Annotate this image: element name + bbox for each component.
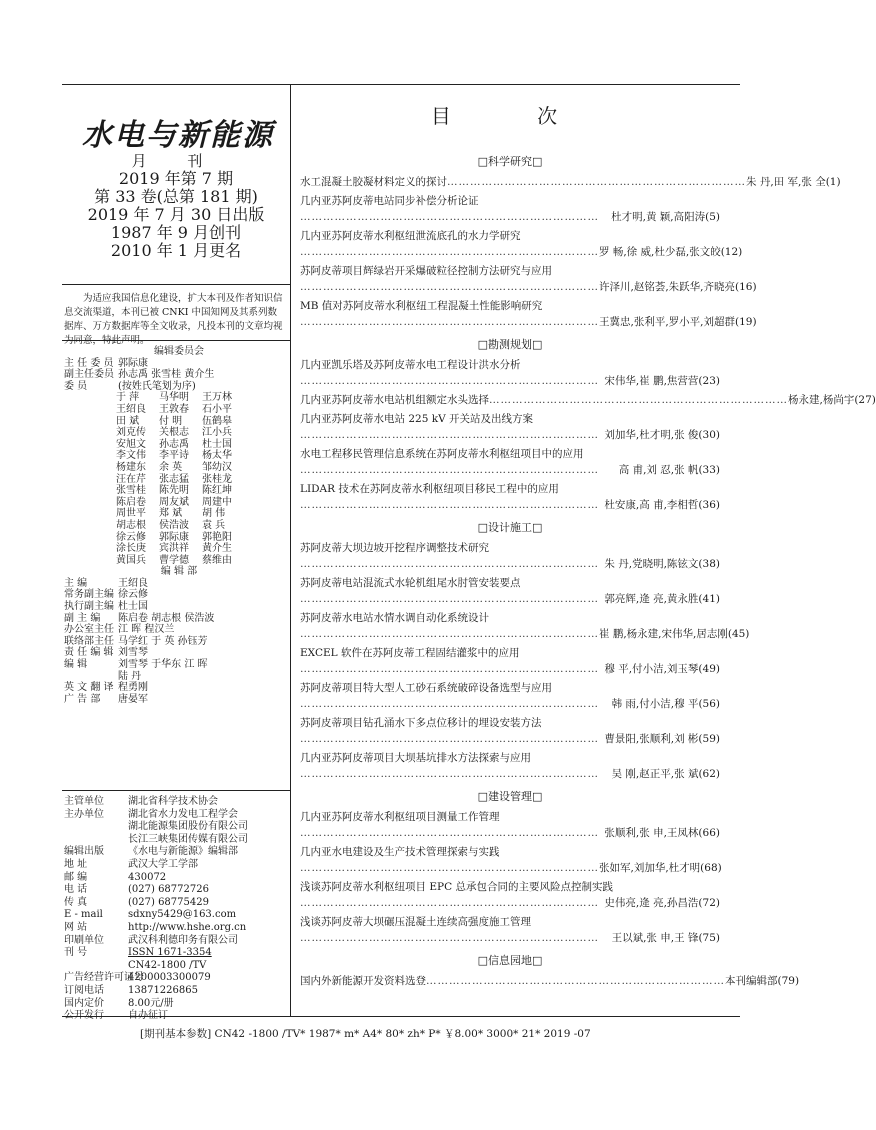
- committee-member: 陈启卷: [116, 496, 146, 508]
- committee-member-row: [64, 404, 294, 416]
- committee-member: 杜士国: [202, 438, 232, 450]
- publisher-role: [64, 834, 128, 847]
- toc-entry[interactable]: [300, 879, 720, 911]
- toc-leader: ……………………………………………………………………: [447, 176, 746, 188]
- committee-names: 郭际康: [118, 357, 148, 369]
- toc-entry-title: 几内亚水电建设及生产技术管理探索与实践: [300, 846, 500, 858]
- publisher-row: [64, 859, 294, 872]
- publisher-value: 湖北省科学技术协会: [128, 796, 218, 807]
- editorial-names: 程勇刚: [118, 682, 148, 694]
- committee-member-row: [64, 508, 294, 520]
- issue-line: 2019 年第 7 期: [118, 169, 234, 188]
- publisher-role: [64, 821, 128, 834]
- publisher-row: [64, 909, 294, 922]
- publisher-row: [64, 821, 294, 834]
- editorial-role: [64, 671, 118, 683]
- editorial-names: 徐云修: [118, 589, 148, 601]
- toc-entry-authors: 王以斌,张 申,王 锋(75): [611, 932, 720, 944]
- committee-role: 副主任委员: [64, 369, 114, 381]
- publisher-top-rule: [62, 790, 290, 791]
- publisher-role: 订阅电话: [64, 984, 104, 996]
- editorial-committee: [64, 346, 294, 705]
- committee-member-row: [64, 497, 294, 509]
- toc-leader: ……………………………………………………………………: [300, 733, 599, 745]
- editorial-role: 广 告 部: [64, 693, 101, 705]
- toc-entry-line: [300, 973, 800, 989]
- toc-section-heading: □设计施工□: [477, 521, 543, 534]
- toc-entry[interactable]: [300, 844, 720, 876]
- committee-member: 邹幼汉: [202, 461, 232, 473]
- toc-entry[interactable]: [300, 298, 757, 330]
- committee-member: 黄国兵: [116, 554, 146, 566]
- toc-section-heading: □建设管理□: [477, 790, 543, 803]
- committee-member-row: [64, 392, 294, 404]
- editorial-role: 编 辑: [64, 659, 88, 671]
- toc-entry-authors: 宋伟华,崔 鹏,焦营营(23): [604, 375, 720, 387]
- toc-entry-title: 几内亚凯乐塔及苏阿皮蒂水电工程设计洪水分析: [300, 359, 521, 371]
- publisher-info: [64, 796, 294, 1023]
- committee-member: 张雪桂: [116, 485, 146, 497]
- toc-entry-line: [300, 626, 750, 642]
- editorial-role: 联络部主任: [64, 635, 114, 647]
- committee-member: 石小平: [202, 403, 232, 415]
- toc-leader: ……………………………………………………………………: [426, 975, 725, 987]
- publisher-role: 电 话: [64, 884, 88, 896]
- committee-member: 李平诗: [159, 450, 189, 462]
- toc-leader: ……………………………………………………………………: [300, 464, 599, 476]
- committee-member-row: [64, 416, 294, 428]
- editorial-role: 执行副主编: [64, 601, 114, 613]
- toc-entry[interactable]: [300, 750, 720, 782]
- toc-entry-authors: 穆 平,付小洁,刘玉琴(49): [604, 663, 720, 675]
- publisher-value: 长江三峡集团传媒有限公司: [128, 833, 248, 845]
- editorial-role: 常务副主编: [64, 589, 114, 601]
- toc-entry-line: [300, 591, 720, 607]
- committee-member: 宾洪祥: [159, 543, 189, 555]
- toc-entry-title: 几内亚苏阿皮蒂水电站 225 kV 开关站及出线方案: [300, 413, 533, 425]
- committee-member: 刘克传: [116, 427, 146, 439]
- toc-entry-line: [300, 661, 720, 677]
- toc-leader: ……………………………………………………………………: [300, 316, 599, 328]
- toc-entry-line: [300, 860, 720, 876]
- publisher-role: 传 真: [64, 896, 88, 908]
- committee-member: 徐云修: [116, 531, 146, 543]
- committee-row: [64, 381, 294, 393]
- toc-leader: ……………………………………………………………………: [300, 897, 599, 909]
- toc-entry-title: 浅谈苏阿皮蒂大坝碾压混凝土连续高强度施工管理: [300, 916, 531, 928]
- committee-member: 伍鹤皋: [202, 415, 232, 427]
- committee-member-row: [64, 427, 294, 439]
- toc-entry-title: 几内亚苏阿皮蒂水电站机组额定水头选择: [300, 394, 489, 406]
- toc-entry-line: [300, 825, 720, 841]
- editorial-row: [64, 694, 294, 706]
- toc-entry-title: 苏阿皮蒂项目特大型人工砂石系统破碎设备选型与应用: [300, 682, 552, 694]
- committee-member: 陈先明: [159, 485, 189, 497]
- toc-entry[interactable]: [300, 914, 720, 946]
- toc-entry-title: 水电工程移民管理信息系统在苏阿皮蒂水利枢纽项目中的应用: [300, 448, 584, 460]
- table-of-contents: [300, 150, 876, 992]
- toc-leader: ……………………………………………………………………: [300, 429, 599, 441]
- committee-member: 王敦春: [159, 403, 189, 415]
- toc-entry[interactable]: [300, 193, 720, 225]
- publisher-row: [64, 935, 294, 948]
- issue-frequency: 月 刊: [131, 152, 221, 170]
- editorial-names: 刘雪琴 于华东 江 晖: [118, 659, 208, 671]
- committee-role: 主 任 委 员: [64, 357, 114, 369]
- publisher-row: [64, 884, 294, 897]
- toc-leader: ……………………………………………………………………: [300, 698, 599, 710]
- toc-entry[interactable]: [300, 809, 720, 841]
- publisher-value: 8.00元/册: [128, 997, 174, 1009]
- toc-entry[interactable]: [300, 610, 750, 642]
- top-rule: [62, 84, 740, 85]
- editorial-row: [64, 601, 294, 613]
- toc-entry-authors: 朱 丹,田 军,张 全(1): [746, 176, 841, 188]
- committee-member-row: [64, 450, 294, 462]
- toc-leader: ……………………………………………………………………: [300, 663, 599, 675]
- editorial-role: 主 编: [64, 577, 88, 589]
- committee-member: 郭际康: [159, 531, 189, 543]
- committee-member: 杨建东: [116, 461, 146, 473]
- committee-member-row: [64, 485, 294, 497]
- committee-member: 郑 斌: [159, 508, 183, 520]
- editorial-names: 王绍良: [118, 577, 148, 589]
- toc-entry-title: 水工混凝土胶凝材料定义的探讨: [300, 176, 447, 188]
- toc-section-heading: □勘测规划□: [477, 338, 543, 351]
- committee-row: [64, 369, 294, 381]
- toc-entry-line: [300, 174, 841, 190]
- editorial-names: 陆 丹: [118, 670, 142, 682]
- toc-entry[interactable]: [300, 973, 800, 989]
- toc-entry-line: [300, 731, 720, 747]
- toc-entry-authors: 王冀忠,张利平,罗小平,刘超群(19): [599, 316, 757, 328]
- toc-entry-line: [300, 462, 720, 478]
- toc-leader: ……………………………………………………………………: [300, 246, 599, 258]
- publisher-value: 武汉科利德印务有限公司: [128, 934, 238, 946]
- editorial-names: 唐晏军: [118, 693, 148, 705]
- editorial-row: [64, 624, 294, 636]
- issue-bottom-rule: [62, 284, 290, 285]
- toc-entry-line: [300, 392, 876, 408]
- toc-entry[interactable]: [300, 446, 720, 478]
- committee-member-row: [64, 555, 294, 567]
- toc-section-heading: □信息园地□: [477, 954, 543, 967]
- toc-leader: ……………………………………………………………………: [300, 211, 599, 223]
- toc-entry-authors: 罗 畅,徐 威,杜少磊,张文皎(12): [599, 246, 743, 258]
- publisher-role: 主管单位: [64, 796, 104, 807]
- publisher-row: [64, 972, 294, 985]
- publisher-value: 430072: [128, 871, 167, 883]
- toc-entry-authors: 郭亮辉,逄 亮,黄永胜(41): [604, 593, 720, 605]
- issue-info: [62, 152, 290, 260]
- committee-member: 陈红坤: [202, 485, 232, 497]
- journal-parameters: [期刊基本参数] CN42 -1800 /TV* 1987* m* A4* 80* zh* P* ￥8.00* 3000* 21* 2019 -07: [140, 1028, 591, 1040]
- publisher-row: [64, 872, 294, 885]
- publisher-row: [64, 846, 294, 859]
- publisher-value: http://www.hshe.org.cn: [128, 921, 247, 933]
- committee-member-row: [64, 543, 294, 555]
- publisher-row: [64, 796, 294, 809]
- issue-line: 2019 年 7 月 30 日出版: [87, 205, 265, 224]
- toc-leader: ……………………………………………………………………: [300, 499, 599, 511]
- toc-leader: ……………………………………………………………………: [300, 768, 599, 780]
- editorial-office-title: 编 辑 部: [160, 566, 198, 578]
- publisher-role: 主办单位: [64, 808, 104, 820]
- committee-member: 张志猛: [159, 473, 189, 485]
- publisher-role: 印刷单位: [64, 934, 104, 946]
- toc-entry-title: 几内亚苏阿皮蒂项目大坝基坑排水方法探索与应用: [300, 752, 531, 764]
- editorial-row: [64, 682, 294, 694]
- publisher-value: 《水电与新能源》编辑部: [128, 846, 238, 858]
- toc-entry-authors: 杨永建,杨尚宇(27): [788, 394, 876, 406]
- committee-member: 周友斌: [159, 496, 189, 508]
- toc-entry-title: 苏阿皮蒂电站混流式水轮机组尾水肘管安装要点: [300, 577, 521, 589]
- publisher-role: [64, 960, 128, 973]
- committee-member-row: [64, 439, 294, 451]
- committee-member: 付 明: [159, 415, 183, 427]
- toc-leader: ……………………………………………………………………: [300, 281, 599, 293]
- indexing-notice: 为适应我国信息化建设，扩大本刊及作者知识信息交流渠道，本刊已被 CNKI 中国知网及其系列数据库、万方数据库等全文收录，凡投本刊的文章均视为同意，特此声明。: [64, 293, 283, 346]
- editorial-row: [64, 671, 294, 683]
- toc-entry[interactable]: [300, 392, 876, 408]
- publisher-value: 湖北省水力发电工程学会: [128, 808, 238, 820]
- issue-line: 2010 年 1 月更名: [110, 241, 242, 260]
- toc-entry-line: [300, 244, 743, 260]
- toc-entry-title: 几内亚苏阿皮蒂水利枢纽泄流底孔的水力学研究: [300, 230, 521, 242]
- toc-leader: ……………………………………………………………………: [489, 394, 788, 406]
- publisher-value: 4200003300079: [128, 972, 211, 984]
- toc-entry-authors: 刘加华,杜才明,张 俊(30): [604, 429, 720, 441]
- committee-member: 黄介生: [202, 543, 232, 555]
- committee-member: 安旭文: [116, 438, 146, 450]
- toc-section-heading: □科学研究□: [477, 155, 543, 168]
- committee-member: 侯浩波: [159, 519, 189, 531]
- editorial-role: 责 任 编 辑: [64, 647, 114, 659]
- toc-entry[interactable]: [300, 357, 720, 389]
- publisher-value: 武汉大学工学部: [128, 858, 198, 870]
- committee-names: (按姓氏笔划为序): [118, 380, 196, 392]
- publisher-row: [64, 998, 294, 1011]
- toc-entry-authors: 曹景阳,张顺利,刘 彬(59): [604, 733, 720, 745]
- editorial-names: 江 晖 程汉兰: [118, 624, 175, 636]
- publisher-value: 13871226865: [128, 984, 198, 996]
- editorial-row: [64, 636, 294, 648]
- committee-member: 李文伟: [116, 450, 146, 462]
- contents-title: 目 次: [430, 104, 598, 128]
- toc-entry[interactable]: [300, 715, 720, 747]
- editorial-row: [64, 659, 294, 671]
- toc-entry[interactable]: [300, 228, 743, 260]
- publisher-role: 公开发行: [64, 1010, 104, 1022]
- committee-member: 张桂龙: [202, 473, 232, 485]
- committee-member: 涂长庚: [116, 543, 146, 555]
- publisher-value: ISSN 1671-3354: [128, 947, 212, 959]
- publisher-value: 湖北能源集团股份有限公司: [128, 821, 248, 833]
- toc-entry-line: [300, 766, 720, 782]
- publisher-row: [64, 947, 294, 960]
- toc-entry-title: 几内亚苏阿皮蒂水利枢纽项目测量工作管理: [300, 811, 500, 823]
- toc-entry-line: [300, 427, 720, 443]
- toc-leader: ……………………………………………………………………: [300, 558, 599, 570]
- toc-entry-authors: 韩 雨,付小洁,穆 平(56): [611, 698, 720, 710]
- committee-member-row: [64, 532, 294, 544]
- committee-member: 田 斌: [116, 415, 140, 427]
- toc-leader: ……………………………………………………………………: [300, 862, 599, 874]
- toc-leader: ……………………………………………………………………: [300, 593, 599, 605]
- publisher-role: 广告经营许可证号: [64, 972, 144, 984]
- publisher-value: 自办征订: [128, 1010, 168, 1022]
- publisher-row: [64, 834, 294, 847]
- editorial-names: 杜士国: [118, 601, 148, 613]
- publisher-value: (027) 68775429: [128, 896, 209, 908]
- publisher-row: [64, 922, 294, 935]
- toc-entry-line: [300, 279, 757, 295]
- issue-line: 第 33 卷(总第 181 期): [94, 187, 258, 206]
- toc-entry-title: 苏阿皮蒂项目辉绿岩开采爆破粒径控制方法研究与应用: [300, 265, 552, 277]
- committee-member: 杨太华: [202, 450, 232, 462]
- publisher-role: E - mail: [64, 909, 103, 921]
- publisher-row: [64, 897, 294, 910]
- toc-entry[interactable]: [300, 411, 720, 443]
- committee-member: 汪在芹: [116, 473, 146, 485]
- committee-member: 余 英: [159, 461, 183, 473]
- toc-entry[interactable]: [300, 481, 720, 513]
- committee-member: 袁 兵: [202, 519, 226, 531]
- toc-leader: ……………………………………………………………………: [300, 628, 599, 640]
- editorial-role: 办公室主任: [64, 624, 114, 636]
- toc-entry-authors: 史伟亮,逄 亮,孙昌浩(72): [604, 897, 720, 909]
- committee-role: 委 员: [64, 380, 88, 392]
- editorial-names: 刘雪琴: [118, 647, 148, 659]
- editorial-role: 英 文 翻 译: [64, 682, 114, 694]
- committee-member: 郭艳阳: [202, 531, 232, 543]
- editorial-row: [64, 589, 294, 601]
- committee-member: 于 萍: [116, 392, 140, 404]
- editorial-row: [64, 578, 294, 590]
- toc-entry-authors: 吴 刚,赵正平,张 斌(62): [611, 768, 720, 780]
- journal-logo: 水电与新能源: [82, 118, 274, 153]
- editorial-row: [64, 613, 294, 625]
- committee-member: 曹学德: [159, 554, 189, 566]
- committee-member-row: [64, 462, 294, 474]
- toc-entry-title: 苏阿皮蒂大坝边坡开挖程序调整技术研究: [300, 542, 489, 554]
- committee-member: 江小兵: [202, 427, 232, 439]
- publisher-value: CN42-1800 /TV: [128, 959, 207, 971]
- toc-entry-line: [300, 895, 720, 911]
- editorial-role: 副 主 编: [64, 612, 101, 624]
- toc-entry[interactable]: [300, 645, 720, 677]
- toc-entry-line: [300, 696, 720, 712]
- toc-entry-line: [300, 373, 720, 389]
- toc-entry-title: 苏阿皮蒂项目钻孔涌水下多点位移计的埋设安装方法: [300, 717, 542, 729]
- toc-entry-authors: 许泽川,赵铭荟,朱跃华,齐晓亮(16): [599, 281, 757, 293]
- publisher-role: 国内定价: [64, 997, 104, 1009]
- toc-entry-authors: 张顺利,张 申,王凤林(66): [604, 827, 720, 839]
- toc-entry-line: [300, 314, 757, 330]
- toc-entry-title: MB 值对苏阿皮蒂水利枢纽工程混凝土性能影响研究: [300, 300, 543, 312]
- toc-entry-authors: 张如军,刘加华,杜才明(68): [599, 862, 722, 874]
- toc-entry[interactable]: [300, 174, 841, 190]
- toc-entry[interactable]: [300, 575, 720, 607]
- toc-entry-authors: 杜安康,高 甫,李相哲(36): [604, 499, 720, 511]
- toc-entry-authors: 本刊编辑部(79): [725, 975, 800, 987]
- toc-entry-line: [300, 930, 720, 946]
- publisher-row: [64, 1010, 294, 1023]
- editorial-names: 马学红 于 英 孙钰芳: [118, 635, 208, 647]
- publisher-row: [64, 809, 294, 822]
- toc-entry-title: 几内亚苏阿皮蒂电站同步补偿分析论证: [300, 195, 479, 207]
- committee-member: 胡志根: [116, 519, 146, 531]
- toc-entry-authors: 朱 丹,党晓明,陈铉文(38): [604, 558, 720, 570]
- publisher-row: [64, 985, 294, 998]
- publisher-row: [64, 960, 294, 973]
- toc-entry-line: [300, 209, 720, 225]
- committee-title: 编辑委员会: [154, 346, 204, 357]
- toc-leader: ……………………………………………………………………: [300, 932, 599, 944]
- committee-member: 胡 伟: [202, 508, 226, 520]
- publisher-role: 编辑出版: [64, 846, 104, 858]
- committee-member: 马华明: [159, 392, 189, 404]
- toc-entry-title: 浅谈苏阿皮蒂水利枢纽项目 EPC 总承包合同的主要风险点控制实践: [300, 881, 613, 893]
- committee-member: 孙志禹: [159, 438, 189, 450]
- committee-member: 周世平: [116, 508, 146, 520]
- committee-names: 孙志禹 张雪桂 黄介生: [118, 369, 215, 381]
- publisher-role: 地 址: [64, 858, 88, 870]
- toc-leader: ……………………………………………………………………: [300, 375, 599, 387]
- committee-member: 关根志: [159, 427, 189, 439]
- committee-row: [64, 358, 294, 370]
- committee-member: 蔡维由: [202, 554, 232, 566]
- editorial-row: [64, 647, 294, 659]
- committee-member: 王绍良: [116, 403, 146, 415]
- toc-entry[interactable]: [300, 540, 720, 572]
- issue-line: 1987 年 9 月创刊: [110, 223, 242, 242]
- toc-entry-title: 国内外新能源开发资料选登: [300, 975, 426, 987]
- toc-entry-title: LIDAR 技术在苏阿皮蒂水利枢纽项目移民工程中的应用: [300, 483, 559, 495]
- publisher-role: 刊 号: [64, 947, 88, 959]
- publisher-value: sdxny5429@163.com: [128, 909, 237, 921]
- toc-entry[interactable]: [300, 263, 757, 295]
- committee-member: 周建中: [202, 496, 232, 508]
- toc-entry-title: 苏阿皮蒂水电站水情水调自动化系统设计: [300, 612, 489, 624]
- toc-entry-line: [300, 556, 720, 572]
- toc-entry-line: [300, 497, 720, 513]
- committee-member: 王万林: [202, 392, 232, 404]
- toc-entry-title: EXCEL 软件在苏阿皮蒂工程固结灌浆中的应用: [300, 647, 520, 659]
- committee-member-row: [64, 520, 294, 532]
- committee-member-row: [64, 474, 294, 486]
- publisher-role: 邮 编: [64, 871, 88, 883]
- publisher-role: 网 站: [64, 921, 88, 933]
- toc-entry-authors: 杜才明,黄 颖,高阳涛(5): [611, 211, 720, 223]
- toc-entry[interactable]: [300, 680, 720, 712]
- toc-entry-authors: 高 甫,刘 忍,张 帆(33): [618, 464, 720, 476]
- toc-leader: ……………………………………………………………………: [300, 827, 599, 839]
- publisher-value: (027) 68772726: [128, 884, 209, 896]
- editorial-names: 陈启卷 胡志根 侯浩波: [118, 612, 215, 624]
- toc-spacer: [300, 989, 720, 992]
- toc-entry-authors: 崔 鹏,杨永建,宋伟华,居志刚(45): [599, 628, 750, 640]
